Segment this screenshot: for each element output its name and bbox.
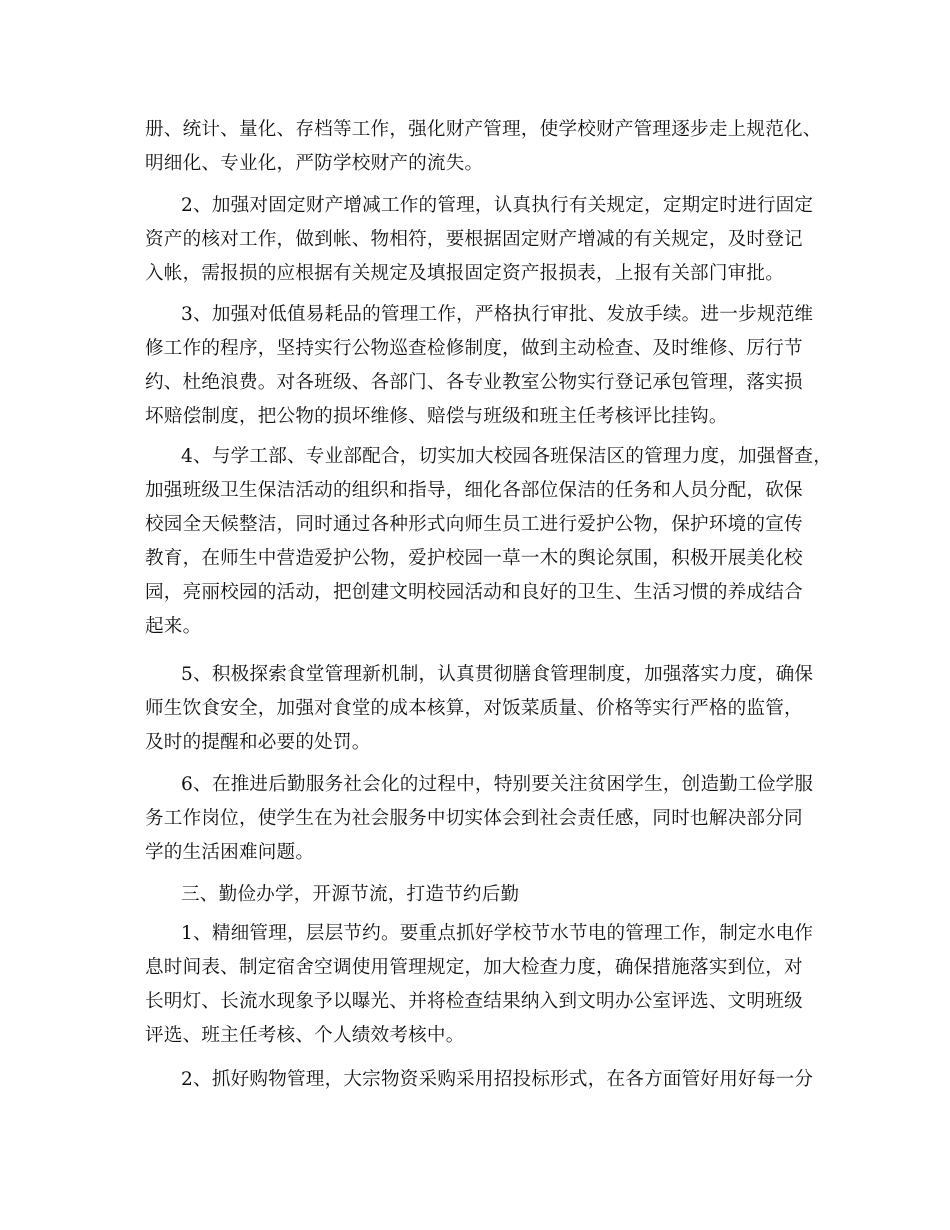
paragraph-first-line: 2、加强对固定财产增减工作的管理，认真执行有关规定，定期定时进行固定 bbox=[181, 195, 814, 216]
paragraph-first-line: 3、加强对低值易耗品的管理工作，严格执行审批、发放手续。进一步规范维 bbox=[181, 304, 814, 325]
text-line: 师生饮食安全，加强对食堂的成本核算，对饭菜质量、价格等实行严格的监管， bbox=[145, 698, 803, 719]
text-line: 园，亮丽校园的活动，把创建文明校园活动和良好的卫生、生活习惯的养成结合 bbox=[145, 582, 803, 603]
paragraph-first-line: 2、抓好购物管理，大宗物资采购采用招投标形式，在各方面管好用好每一分 bbox=[181, 1069, 814, 1090]
text-line: 加强班级卫生保洁活动的组织和指导，细化各部位保洁的任务和人员分配，砍保 bbox=[145, 480, 803, 501]
paragraph-first-line: 4、与学工部、专业部配合，切实加大校园各班保洁区的管理力度，加强督查， bbox=[181, 446, 833, 467]
text-line: 评选、班主任考核、个人绩效考核中。 bbox=[145, 1025, 465, 1046]
paragraph-first-line: 1、精细管理，层层节约。要重点抓好学校节水节电的管理工作，制定水电作 bbox=[181, 923, 814, 944]
text-line: 息时间表、制定宿舍空调使用管理规定，加大检查力度，确保措施落实到位，对 bbox=[145, 957, 803, 978]
text-line: 学的生活困难问题。 bbox=[145, 842, 315, 863]
text-line: 坏赔偿制度，把公物的损坏维修、赔偿与班级和班主任考核评比挂钩。 bbox=[145, 406, 728, 427]
text-line: 长明灯、长流水现象予以曝光、并将检查结果纳入到文明办公室评选、文明班级 bbox=[145, 991, 803, 1012]
paragraph-first-line: 6、在推进后勤服务社会化的过程中，特别要关注贫困学生，创造勤工俭学服 bbox=[181, 774, 814, 795]
text-line: 资产的核对工作，做到帐、物相符，要根据固定财产增减的有关规定，及时登记 bbox=[145, 229, 803, 250]
text-line: 教育，在师生中营造爱护公物，爱护校园一草一木的舆论氛围，积极开展美化校 bbox=[145, 548, 803, 569]
text-line: 务工作岗位，使学生在为社会服务中切实体会到社会责任感，同时也解决部分同 bbox=[145, 808, 803, 829]
text-line: 起来。 bbox=[145, 616, 202, 637]
text-line: 约、杜绝浪费。对各班级、各部门、各专业教室公物实行登记承包管理，落实损 bbox=[145, 372, 803, 393]
paragraph-first-line: 5、积极探索食堂管理新机制，认真贯彻膳食管理制度，加强落实力度，确保 bbox=[181, 664, 814, 685]
text-line: 修工作的程序，坚持实行公物巡查检修制度，做到主动检查、及时维修、厉行节 bbox=[145, 338, 803, 359]
section-heading: 三、勤俭办学，开源节流，打造节约后勤 bbox=[181, 884, 520, 905]
text-line: 校园全天候整洁，同时通过各种形式向师生员工进行爱护公物，保护环境的宣传 bbox=[145, 514, 803, 535]
text-line: 及时的提醒和必要的处罚。 bbox=[145, 732, 371, 753]
text-line: 册、统计、量化、存档等工作，强化财产管理，使学校财产管理逐步走上规范化、 bbox=[145, 119, 822, 140]
text-line: 明细化、专业化，严防学校财产的流失。 bbox=[145, 153, 484, 174]
text-line: 入帐，需报损的应根据有关规定及填报固定资产报损表，上报有关部门审批。 bbox=[145, 263, 784, 284]
